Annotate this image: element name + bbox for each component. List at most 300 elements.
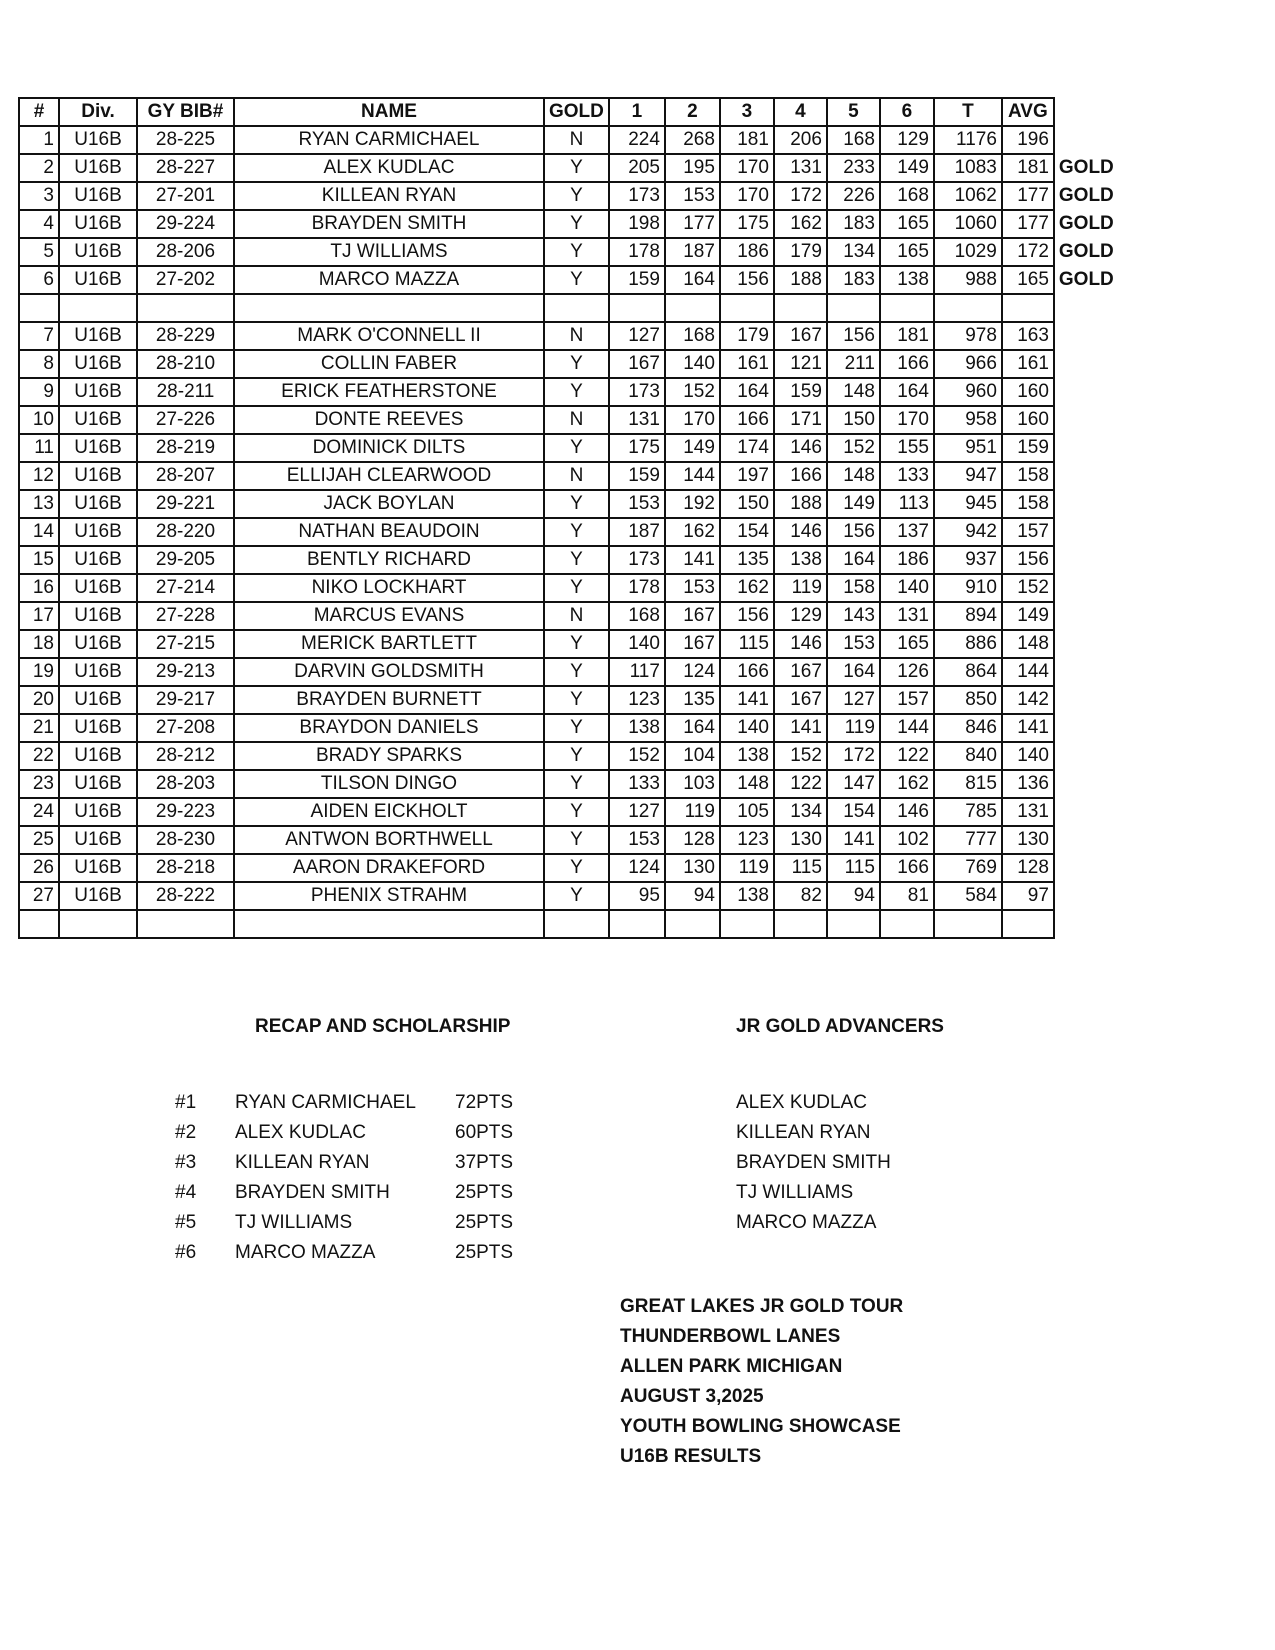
row-game4: 115 [774, 854, 827, 882]
blank-row [19, 294, 1119, 322]
recap-points: 72PTS [455, 1092, 514, 1113]
row-game4: 167 [774, 686, 827, 714]
row-rank: 5 [19, 238, 59, 266]
row-gold-note [1054, 742, 1119, 770]
row-game1: 198 [609, 210, 665, 238]
row-average: 172 [1002, 238, 1054, 266]
row-total: 769 [934, 854, 1002, 882]
row-game5: 168 [827, 126, 880, 154]
row-rank: 8 [19, 350, 59, 378]
row-game6: 137 [880, 518, 934, 546]
row-average: 131 [1002, 798, 1054, 826]
row-gold-note [1054, 378, 1119, 406]
row-game5: 152 [827, 434, 880, 462]
row-division: U16B [59, 490, 137, 518]
row-game3: 138 [720, 882, 774, 910]
table-row [19, 462, 1119, 490]
row-total: 951 [934, 434, 1002, 462]
table-row [19, 210, 1119, 238]
table-row [19, 350, 1119, 378]
row-average: 152 [1002, 574, 1054, 602]
row-division: U16B [59, 518, 137, 546]
row-gold-note: GOLD [1058, 241, 1114, 262]
row-game2: 135 [665, 686, 720, 714]
row-game2: 162 [665, 518, 720, 546]
row-total: 846 [934, 714, 1002, 742]
header-row [19, 98, 1119, 126]
row-game6: 162 [880, 770, 934, 798]
row-gold-note: GOLD [1058, 185, 1114, 206]
row-bib: 28-220 [137, 518, 234, 546]
table-row [19, 490, 1119, 518]
row-bib: 28-227 [137, 154, 234, 182]
table-row [19, 742, 1119, 770]
row-division: U16B [59, 266, 137, 294]
row-game5: 211 [827, 350, 880, 378]
event-info-line: GREAT LAKES JR GOLD TOUR [620, 1296, 904, 1317]
row-game5: 233 [827, 154, 880, 182]
row-rank: 17 [19, 602, 59, 630]
table-row [19, 322, 1119, 350]
row-average: 160 [1002, 406, 1054, 434]
row-gold-flag: Y [544, 238, 609, 266]
blank-row [19, 910, 1119, 938]
row-total: 850 [934, 686, 1002, 714]
row-gold-flag: Y [544, 434, 609, 462]
row-total: 937 [934, 546, 1002, 574]
row-game3: 181 [720, 126, 774, 154]
row-bib: 28-225 [137, 126, 234, 154]
row-game2: 168 [665, 322, 720, 350]
row-game5: 158 [827, 574, 880, 602]
row-game4: 146 [774, 518, 827, 546]
row-bib: 28-222 [137, 882, 234, 910]
advancer-name: KILLEAN RYAN [736, 1122, 871, 1143]
row-total: 988 [934, 266, 1002, 294]
col-header-rank: # [19, 98, 59, 126]
row-game5: 149 [827, 490, 880, 518]
row-average: 141 [1002, 714, 1054, 742]
row-average: 142 [1002, 686, 1054, 714]
row-gold-flag: N [544, 462, 609, 490]
table-row [19, 630, 1119, 658]
row-game2: 170 [665, 406, 720, 434]
col-header-gold: GOLD [544, 98, 609, 126]
row-rank: 26 [19, 854, 59, 882]
row-game4: 179 [774, 238, 827, 266]
row-game5: 156 [827, 322, 880, 350]
row-division: U16B [59, 630, 137, 658]
row-game3: 154 [720, 518, 774, 546]
row-bib: 27-208 [137, 714, 234, 742]
row-game5: 143 [827, 602, 880, 630]
row-rank: 15 [19, 546, 59, 574]
row-game4: 146 [774, 630, 827, 658]
row-game4: 146 [774, 434, 827, 462]
row-game2: 164 [665, 266, 720, 294]
row-bib: 29-224 [137, 210, 234, 238]
row-gold-flag: Y [544, 742, 609, 770]
row-rank: 27 [19, 882, 59, 910]
row-name: DONTE REEVES [234, 406, 544, 434]
row-division: U16B [59, 770, 137, 798]
results-table [18, 97, 1120, 939]
row-game6: 186 [880, 546, 934, 574]
table-row [19, 574, 1119, 602]
row-gold-note [1054, 434, 1119, 462]
table-row [19, 126, 1119, 154]
row-game2: 141 [665, 546, 720, 574]
row-game4: 119 [774, 574, 827, 602]
row-total: 785 [934, 798, 1002, 826]
table-row [19, 238, 1119, 266]
row-bib: 27-215 [137, 630, 234, 658]
row-bib: 29-223 [137, 798, 234, 826]
row-game3: 105 [720, 798, 774, 826]
row-gold-note [1054, 658, 1119, 686]
recap-row [175, 1178, 535, 1208]
row-game1: 140 [609, 630, 665, 658]
table-row [19, 714, 1119, 742]
row-gold-flag: Y [544, 798, 609, 826]
row-total: 960 [934, 378, 1002, 406]
row-game4: 141 [774, 714, 827, 742]
row-game4: 152 [774, 742, 827, 770]
note-header-spacer [1054, 98, 1119, 126]
col-header-game4: 4 [774, 98, 827, 126]
row-game5: 147 [827, 770, 880, 798]
row-bib: 27-226 [137, 406, 234, 434]
row-gold-flag: Y [544, 378, 609, 406]
row-game1: 127 [609, 322, 665, 350]
row-bib: 29-217 [137, 686, 234, 714]
row-division: U16B [59, 742, 137, 770]
row-name: AARON DRAKEFORD [234, 854, 544, 882]
row-division: U16B [59, 714, 137, 742]
row-rank: 13 [19, 490, 59, 518]
row-bib: 27-201 [137, 182, 234, 210]
row-gold-note [1054, 714, 1119, 742]
table-row [19, 770, 1119, 798]
table-body-bottom [19, 322, 1119, 910]
row-bib: 28-210 [137, 350, 234, 378]
row-rank: 24 [19, 798, 59, 826]
row-game2: 153 [665, 182, 720, 210]
row-game2: 94 [665, 882, 720, 910]
row-division: U16B [59, 210, 137, 238]
row-game6: 155 [880, 434, 934, 462]
row-name: NATHAN BEAUDOIN [234, 518, 544, 546]
row-game1: 117 [609, 658, 665, 686]
row-rank: 10 [19, 406, 59, 434]
row-game3: 179 [720, 322, 774, 350]
row-game1: 123 [609, 686, 665, 714]
row-game6: 181 [880, 322, 934, 350]
row-rank: 18 [19, 630, 59, 658]
row-bib: 28-203 [137, 770, 234, 798]
row-division: U16B [59, 322, 137, 350]
row-average: 149 [1002, 602, 1054, 630]
row-game1: 138 [609, 714, 665, 742]
row-game5: 148 [827, 462, 880, 490]
row-game5: 153 [827, 630, 880, 658]
row-game3: 170 [720, 182, 774, 210]
row-name: ERICK FEATHERSTONE [234, 378, 544, 406]
row-game4: 167 [774, 658, 827, 686]
row-game6: 149 [880, 154, 934, 182]
recap-row [175, 1238, 535, 1268]
row-game1: 178 [609, 238, 665, 266]
row-game3: 148 [720, 770, 774, 798]
row-gold-flag: N [544, 126, 609, 154]
row-game2: 124 [665, 658, 720, 686]
row-name: DOMINICK DILTS [234, 434, 544, 462]
row-average: 158 [1002, 490, 1054, 518]
row-rank: 22 [19, 742, 59, 770]
row-game2: 177 [665, 210, 720, 238]
row-game1: 168 [609, 602, 665, 630]
row-average: 196 [1002, 126, 1054, 154]
recap-rank: #3 [175, 1152, 197, 1173]
row-game6: 133 [880, 462, 934, 490]
row-game6: 140 [880, 574, 934, 602]
row-average: 159 [1002, 434, 1054, 462]
recap-rank: #4 [175, 1182, 197, 1203]
recap-points: 25PTS [455, 1182, 514, 1203]
row-average: 156 [1002, 546, 1054, 574]
row-game6: 144 [880, 714, 934, 742]
row-gold-flag: Y [544, 658, 609, 686]
row-game5: 226 [827, 182, 880, 210]
row-total: 584 [934, 882, 1002, 910]
row-name: KILLEAN RYAN [234, 182, 544, 210]
row-game6: 81 [880, 882, 934, 910]
row-gold-flag: Y [544, 882, 609, 910]
row-name: PHENIX STRAHM [234, 882, 544, 910]
recap-points: 25PTS [455, 1212, 514, 1233]
row-game6: 164 [880, 378, 934, 406]
row-name: MARCUS EVANS [234, 602, 544, 630]
row-game2: 103 [665, 770, 720, 798]
row-game3: 115 [720, 630, 774, 658]
row-game1: 153 [609, 490, 665, 518]
row-bib: 28-211 [137, 378, 234, 406]
row-gold-note [1054, 322, 1119, 350]
row-game1: 173 [609, 546, 665, 574]
row-bib: 28-219 [137, 434, 234, 462]
table-blank-separator [19, 294, 1119, 322]
advancers-list [736, 1088, 891, 1238]
col-header-bib: GY BIB# [137, 98, 234, 126]
row-division: U16B [59, 434, 137, 462]
row-gold-note [1054, 350, 1119, 378]
row-gold-flag: Y [544, 714, 609, 742]
row-game4: 206 [774, 126, 827, 154]
row-rank: 9 [19, 378, 59, 406]
row-game3: 119 [720, 854, 774, 882]
row-game2: 119 [665, 798, 720, 826]
row-total: 886 [934, 630, 1002, 658]
row-game1: 153 [609, 826, 665, 854]
row-average: 140 [1002, 742, 1054, 770]
row-division: U16B [59, 126, 137, 154]
row-game6: 166 [880, 350, 934, 378]
row-game1: 127 [609, 798, 665, 826]
row-name: COLLIN FABER [234, 350, 544, 378]
table-row [19, 378, 1119, 406]
row-game3: 140 [720, 714, 774, 742]
row-game3: 166 [720, 406, 774, 434]
row-name: BRAYDEN SMITH [234, 210, 544, 238]
event-info-line: U16B RESULTS [620, 1446, 762, 1467]
recap-name: BRAYDEN SMITH [235, 1182, 390, 1203]
col-header-game6: 6 [880, 98, 934, 126]
row-name: RYAN CARMICHAEL [234, 126, 544, 154]
row-average: 136 [1002, 770, 1054, 798]
row-bib: 27-214 [137, 574, 234, 602]
row-total: 978 [934, 322, 1002, 350]
row-game6: 131 [880, 602, 934, 630]
row-bib: 29-221 [137, 490, 234, 518]
row-game1: 133 [609, 770, 665, 798]
row-gold-note [1054, 770, 1119, 798]
row-game1: 178 [609, 574, 665, 602]
row-rank: 11 [19, 434, 59, 462]
row-game1: 95 [609, 882, 665, 910]
row-name: ANTWON BORTHWELL [234, 826, 544, 854]
row-game3: 170 [720, 154, 774, 182]
row-gold-flag: Y [544, 546, 609, 574]
advancer-name: MARCO MAZZA [736, 1212, 877, 1233]
row-name: JACK BOYLAN [234, 490, 544, 518]
row-gold-flag: Y [544, 154, 609, 182]
row-game5: 164 [827, 546, 880, 574]
row-gold-flag: Y [544, 770, 609, 798]
row-gold-flag: Y [544, 574, 609, 602]
row-game4: 130 [774, 826, 827, 854]
row-average: 130 [1002, 826, 1054, 854]
recap-row [175, 1118, 535, 1148]
row-gold-note [1054, 126, 1119, 154]
row-name: ELLIJAH CLEARWOOD [234, 462, 544, 490]
row-game5: 183 [827, 210, 880, 238]
row-average: 181 [1002, 154, 1054, 182]
row-total: 910 [934, 574, 1002, 602]
table-row [19, 658, 1119, 686]
row-total: 840 [934, 742, 1002, 770]
row-total: 1060 [934, 210, 1002, 238]
row-game6: 170 [880, 406, 934, 434]
row-gold-note [1054, 546, 1119, 574]
row-game3: 197 [720, 462, 774, 490]
row-game2: 104 [665, 742, 720, 770]
row-game4: 121 [774, 350, 827, 378]
col-header-game2: 2 [665, 98, 720, 126]
row-game1: 131 [609, 406, 665, 434]
row-game6: 165 [880, 238, 934, 266]
event-info-line: ALLEN PARK MICHIGAN [620, 1356, 843, 1377]
row-rank: 19 [19, 658, 59, 686]
row-average: 148 [1002, 630, 1054, 658]
row-game4: 166 [774, 462, 827, 490]
row-division: U16B [59, 602, 137, 630]
row-game5: 127 [827, 686, 880, 714]
table-row [19, 154, 1119, 182]
row-game2: 153 [665, 574, 720, 602]
row-game3: 162 [720, 574, 774, 602]
row-bib: 27-202 [137, 266, 234, 294]
row-game4: 129 [774, 602, 827, 630]
col-header-game3: 3 [720, 98, 774, 126]
row-total: 777 [934, 826, 1002, 854]
row-name: NIKO LOCKHART [234, 574, 544, 602]
recap-name: ALEX KUDLAC [235, 1122, 366, 1143]
recap-rank: #6 [175, 1242, 197, 1263]
row-game6: 168 [880, 182, 934, 210]
row-game2: 144 [665, 462, 720, 490]
row-game6: 165 [880, 210, 934, 238]
row-game3: 166 [720, 658, 774, 686]
row-gold-flag: Y [544, 518, 609, 546]
row-total: 966 [934, 350, 1002, 378]
row-game5: 154 [827, 798, 880, 826]
row-game2: 195 [665, 154, 720, 182]
row-total: 947 [934, 462, 1002, 490]
row-rank: 14 [19, 518, 59, 546]
row-gold-note [1054, 854, 1119, 882]
row-gold-note [1054, 882, 1119, 910]
row-gold-note [1054, 490, 1119, 518]
row-game1: 175 [609, 434, 665, 462]
row-division: U16B [59, 854, 137, 882]
row-average: 158 [1002, 462, 1054, 490]
row-rank: 25 [19, 826, 59, 854]
event-info-line: AUGUST 3,2025 [620, 1386, 764, 1407]
row-total: 894 [934, 602, 1002, 630]
row-gold-note [1054, 686, 1119, 714]
row-gold-flag: Y [544, 854, 609, 882]
row-game3: 138 [720, 742, 774, 770]
row-game4: 172 [774, 182, 827, 210]
table-row [19, 826, 1119, 854]
row-game6: 138 [880, 266, 934, 294]
recap-rank: #2 [175, 1122, 197, 1143]
row-game2: 130 [665, 854, 720, 882]
row-game3: 141 [720, 686, 774, 714]
row-game6: 165 [880, 630, 934, 658]
row-game1: 173 [609, 182, 665, 210]
row-game2: 152 [665, 378, 720, 406]
row-game2: 167 [665, 602, 720, 630]
row-game5: 148 [827, 378, 880, 406]
row-gold-flag: Y [544, 490, 609, 518]
row-game4: 171 [774, 406, 827, 434]
row-game1: 152 [609, 742, 665, 770]
row-game1: 159 [609, 462, 665, 490]
row-bib: 28-229 [137, 322, 234, 350]
row-gold-note [1054, 826, 1119, 854]
row-division: U16B [59, 798, 137, 826]
row-rank: 2 [19, 154, 59, 182]
row-game6: 157 [880, 686, 934, 714]
row-average: 161 [1002, 350, 1054, 378]
row-gold-flag: Y [544, 182, 609, 210]
row-name: MERICK BARTLETT [234, 630, 544, 658]
col-header-game5: 5 [827, 98, 880, 126]
row-game5: 134 [827, 238, 880, 266]
row-average: 163 [1002, 322, 1054, 350]
row-division: U16B [59, 658, 137, 686]
